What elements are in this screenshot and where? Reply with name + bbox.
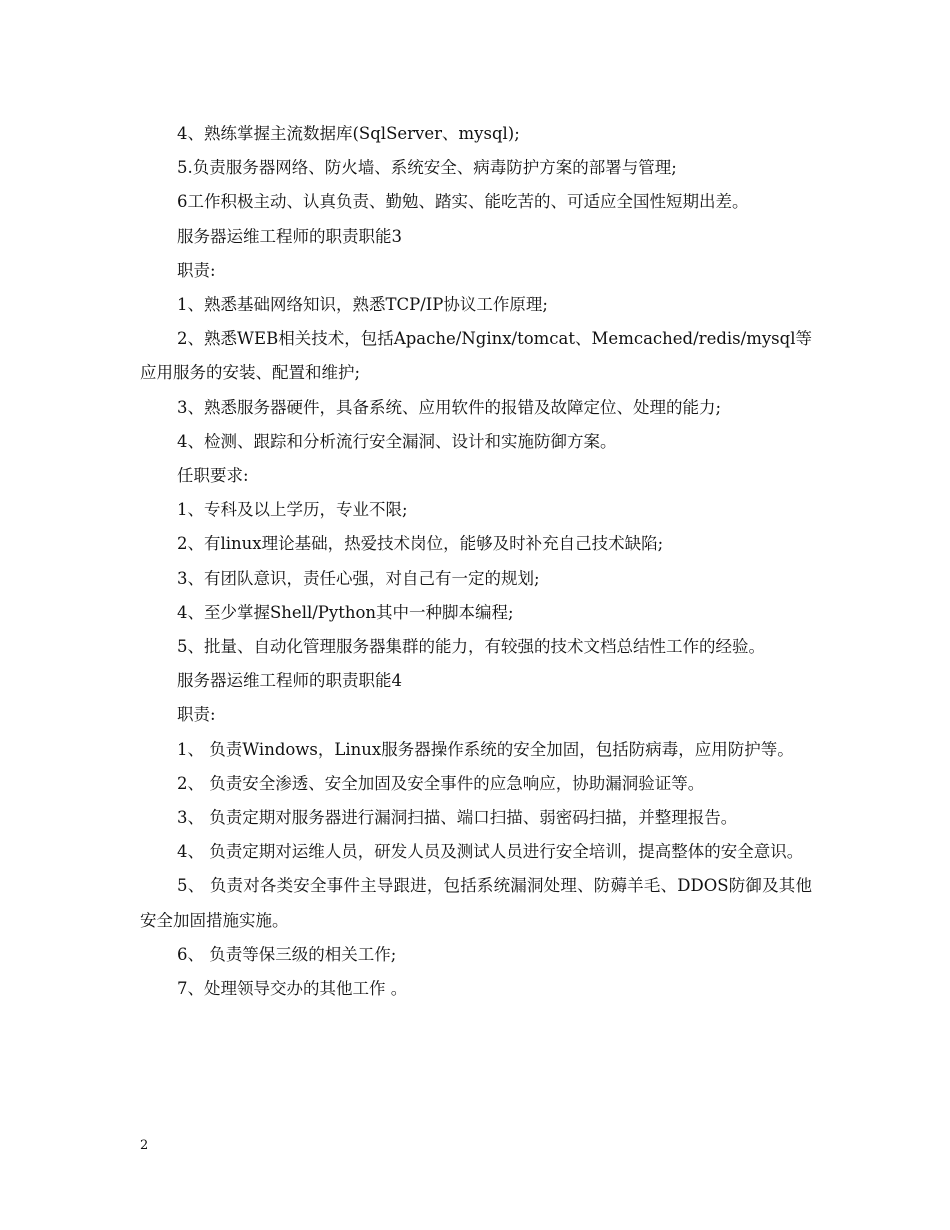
section-heading: 服务器运维工程师的职责职能4 [177, 671, 402, 691]
paragraph: 4、至少掌握Shell/Python其中一种脚本编程; [177, 602, 514, 622]
paragraph: 1、专科及以上学历，专业不限; [177, 500, 408, 520]
paragraph: 3、 负责定期对服务器进行漏洞扫描、端口扫描、弱密码扫描，并整理报告。 [177, 808, 738, 828]
paragraph: 4、熟练掌握主流数据库(SqlServer、mysql); [177, 124, 520, 143]
paragraph: 5.负责服务器网络、防火墙、系统安全、病毒防护方案的部署与管理; [177, 158, 677, 178]
paragraph: 4、 负责定期对运维人员，研发人员及测试人员进行安全培训，提高整体的安全意识。 [177, 842, 804, 862]
paragraph: 6、 负责等保三级的相关工作; [177, 944, 397, 964]
paragraph: 3、有团队意识，责任心强，对自己有一定的规划; [177, 568, 540, 588]
paragraph: 5、 负责对各类安全事件主导跟进，包括系统漏洞处理、防薅羊毛、DDOS防御及其他安全加固措施实施。 [140, 876, 812, 930]
paragraph: 2、熟悉WEB相关技术，包括Apache/Nginx/tomcat、Memcached/redis/mysql等应用服务的安装、配置和维护; [140, 329, 812, 383]
section-heading: 服务器运维工程师的职责职能3 [177, 226, 402, 246]
paragraph: 2、有linux理论基础，热爱技术岗位，能够及时补充自己技术缺陷; [177, 534, 664, 554]
paragraph: 5、批量、自动化管理服务器集群的能力，有较强的技术文档总结性工作的经验。 [177, 637, 765, 657]
paragraph: 1、熟悉基础网络知识，熟悉TCP/IP协议工作原理; [177, 295, 548, 315]
subheading: 任职要求: [177, 466, 249, 486]
subheading: 职责: [177, 705, 216, 725]
paragraph: 4、检测、跟踪和分析流行安全漏洞、设计和实施防御方案。 [177, 431, 617, 451]
subheading: 职责: [177, 260, 216, 280]
document-body [140, 117, 812, 1006]
paragraph: 1、 负责Windows，Linux服务器操作系统的安全加固，包括防病毒，应用防护等。 [177, 739, 794, 759]
paragraph: 6工作积极主动、认真负责、勤勉、踏实、能吃苦的、可适应全国性短期出差。 [177, 192, 749, 212]
paragraph: 3、熟悉服务器硬件，具备系统、应用软件的报错及故障定位、处理的能力; [177, 397, 722, 417]
page-number: 2 [140, 1138, 149, 1153]
paragraph: 2、 负责安全渗透、安全加固及安全事件的应急响应，协助漏洞验证等。 [177, 773, 705, 793]
paragraph: 7、处理领导交办的其他工作 。 [177, 979, 408, 999]
